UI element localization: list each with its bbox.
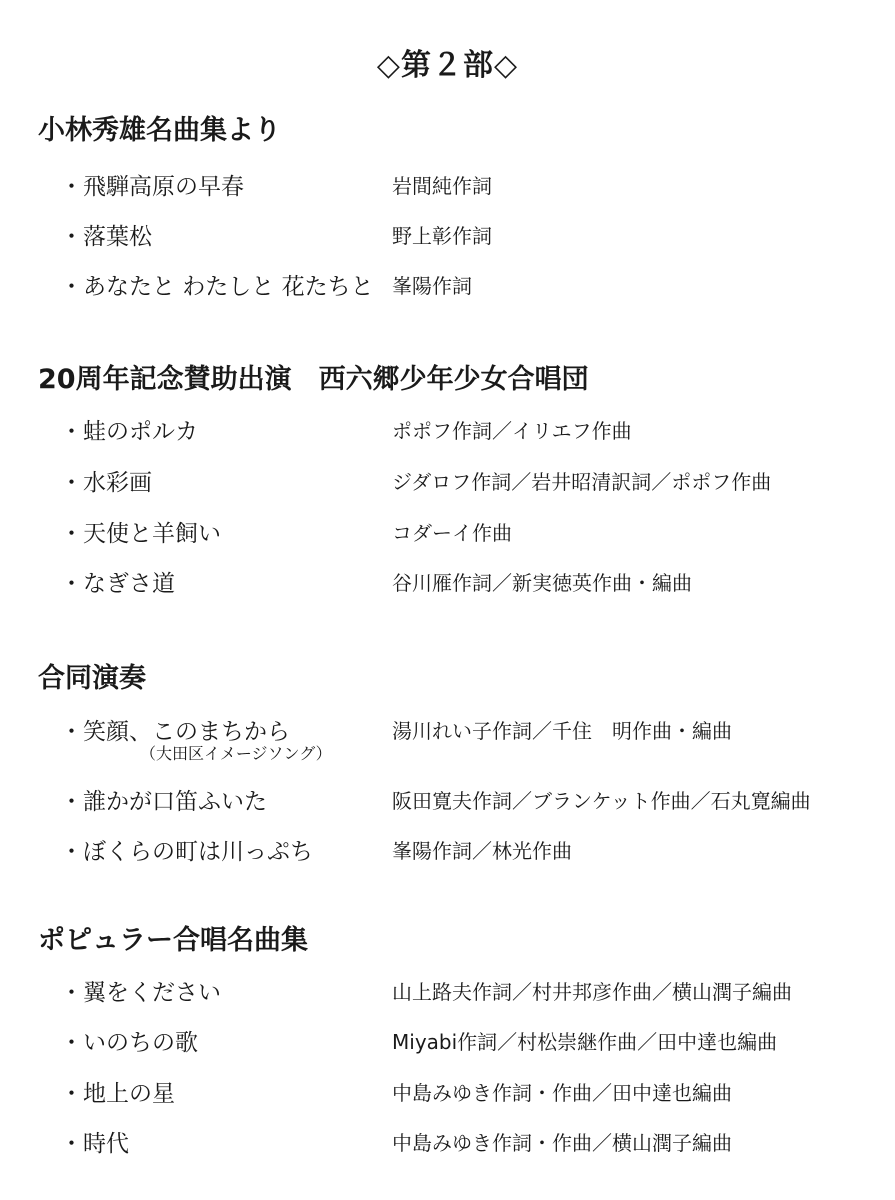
song-title: ・水彩画 (60, 470, 152, 496)
song-title: ・あなたと わたしと 花たちと (60, 274, 374, 300)
song-credit: 谷川雁作詞／新実徳英作曲・編曲 (392, 571, 692, 595)
section-title: 20周年記念賛助出演 西六郷少年少女合唱団 (38, 364, 589, 395)
song-credit: ジダロフ作詞／岩井昭清訳詞／ポポフ作曲 (392, 470, 772, 494)
song-subtitle: （大田区イメージソング） (140, 744, 332, 763)
song-title: ・飛騨高原の早春 (60, 174, 244, 200)
part-title: ◇第２部◇ (376, 48, 519, 83)
song-title: ・なぎさ道 (60, 571, 175, 597)
section-title: ポピュラー合唱名曲集 (38, 925, 308, 956)
song-credit: 湯川れい子作詞／千住 明作曲・編曲 (392, 719, 732, 743)
song-title: ・時代 (60, 1131, 129, 1157)
song-title: ・蛙のポルカ (60, 419, 198, 445)
song-title: ・いのちの歌 (60, 1030, 198, 1056)
song-credit: 野上彰作詞 (392, 224, 492, 248)
song-title: ・誰かが口笛ふいた (60, 789, 267, 815)
section-title: 小林秀雄名曲集より (38, 115, 281, 146)
song-title: ・地上の星 (60, 1081, 175, 1107)
song-credit: 中島みゆき作詞・作曲／横山潤子編曲 (392, 1131, 732, 1155)
song-credit: 峯陽作詞／林光作曲 (392, 839, 572, 863)
song-credit: 岩間純作詞 (392, 174, 492, 198)
song-title: ・翼をください (60, 980, 221, 1006)
song-title: ・ぼくらの町は川っぷち (60, 839, 313, 865)
section-title: 合同演奏 (38, 663, 146, 694)
song-credit: 阪田寛夫作詞／ブランケット作曲／石丸寛編曲 (392, 789, 811, 813)
song-credit: 中島みゆき作詞・作曲／田中達也編曲 (392, 1081, 732, 1105)
song-title: ・天使と羊飼い (60, 521, 221, 547)
song-title: ・落葉松 (60, 224, 152, 250)
song-credit: 山上路夫作詞／村井邦彦作曲／横山潤子編曲 (392, 980, 792, 1004)
song-credit: ポポフ作詞／イリエフ作曲 (392, 419, 632, 443)
song-title: ・笑顔、このまちから (60, 719, 290, 745)
song-credit: 峯陽作詞 (392, 274, 472, 298)
song-credit: コダーイ作曲 (392, 521, 512, 545)
song-credit: Miyabi作詞／村松崇継作曲／田中達也編曲 (392, 1030, 778, 1054)
